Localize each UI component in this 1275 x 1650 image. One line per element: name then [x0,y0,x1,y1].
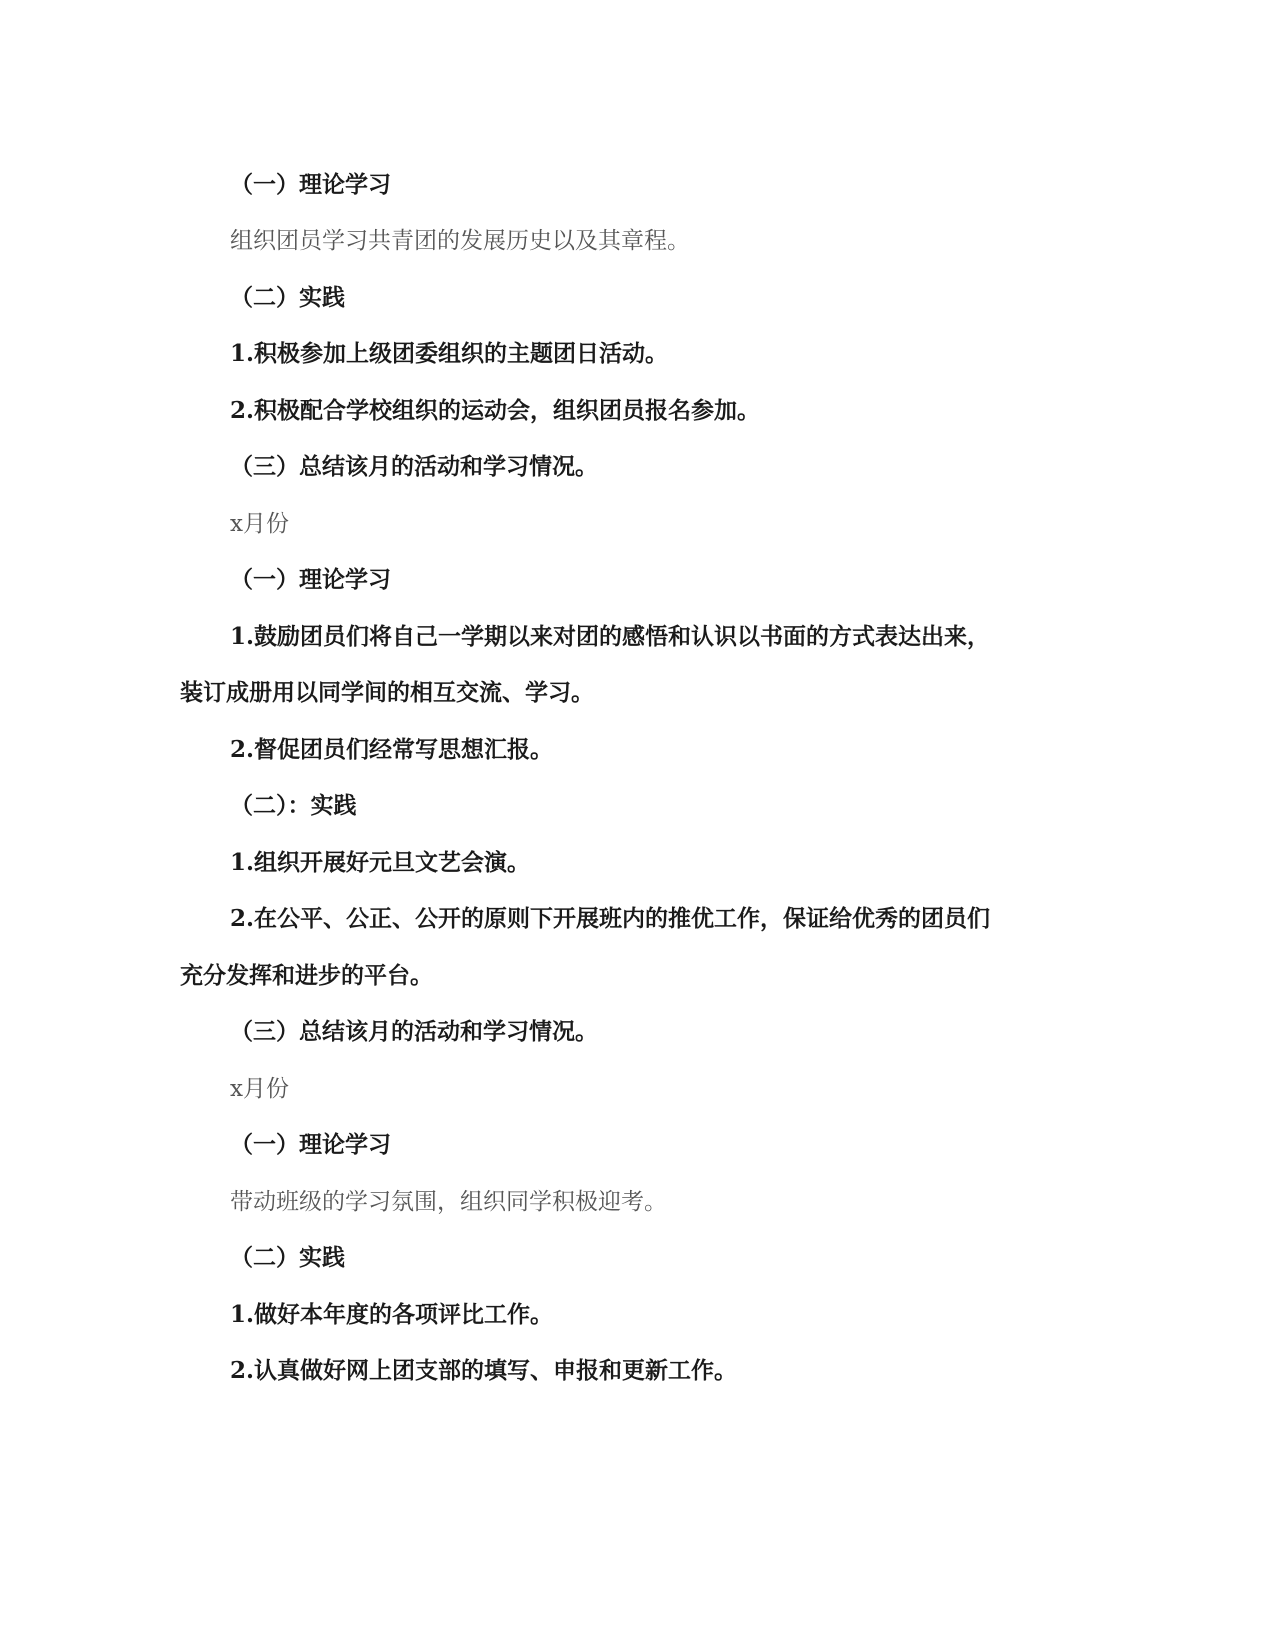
list-item: 2.认真做好网上团支部的填写、申报和更新工作。 [230,1357,738,1384]
paragraph: 带动班级的学习氛围，组织同学积极迎考。 [230,1189,667,1215]
section-heading-theory: （一）理论学习 [230,171,391,198]
section-heading-practice: （二）实践 [230,1244,345,1271]
section-heading-practice: （二）实践 [230,284,345,311]
section-heading-practice: （二）：实践 [230,792,357,819]
list-item-continuation: 充分发挥和进步的平台。 [180,962,433,989]
section-heading-summary: （三）总结该月的活动和学习情况。 [230,1018,598,1045]
list-item: 1.鼓励团员们将自己一学期以来对团的感悟和认识以书面的方式表达出来， [230,623,991,650]
list-item-continuation: 装订成册用以同学间的相互交流、学习。 [180,679,594,706]
list-item: 2.在公平、公正、公开的原则下开展班内的推优工作，保证给优秀的团员们 [230,905,991,932]
paragraph: 组织团员学习共青团的发展历史以及其章程。 [230,228,690,254]
month-heading: x月份 [230,1076,289,1102]
list-item: 1.做好本年度的各项评比工作。 [230,1301,554,1328]
section-heading-summary: （三）总结该月的活动和学习情况。 [230,453,598,480]
list-item: 2.积极配合学校组织的运动会，组织团员报名参加。 [230,397,761,424]
list-item: 2.督促团员们经常写思想汇报。 [230,736,554,763]
list-item: 1.组织开展好元旦文艺会演。 [230,849,531,876]
section-heading-theory: （一）理论学习 [230,1131,391,1158]
list-item: 1.积极参加上级团委组织的主题团日活动。 [230,340,669,367]
month-heading: x月份 [230,511,289,537]
section-heading-theory: （一）理论学习 [230,566,391,593]
